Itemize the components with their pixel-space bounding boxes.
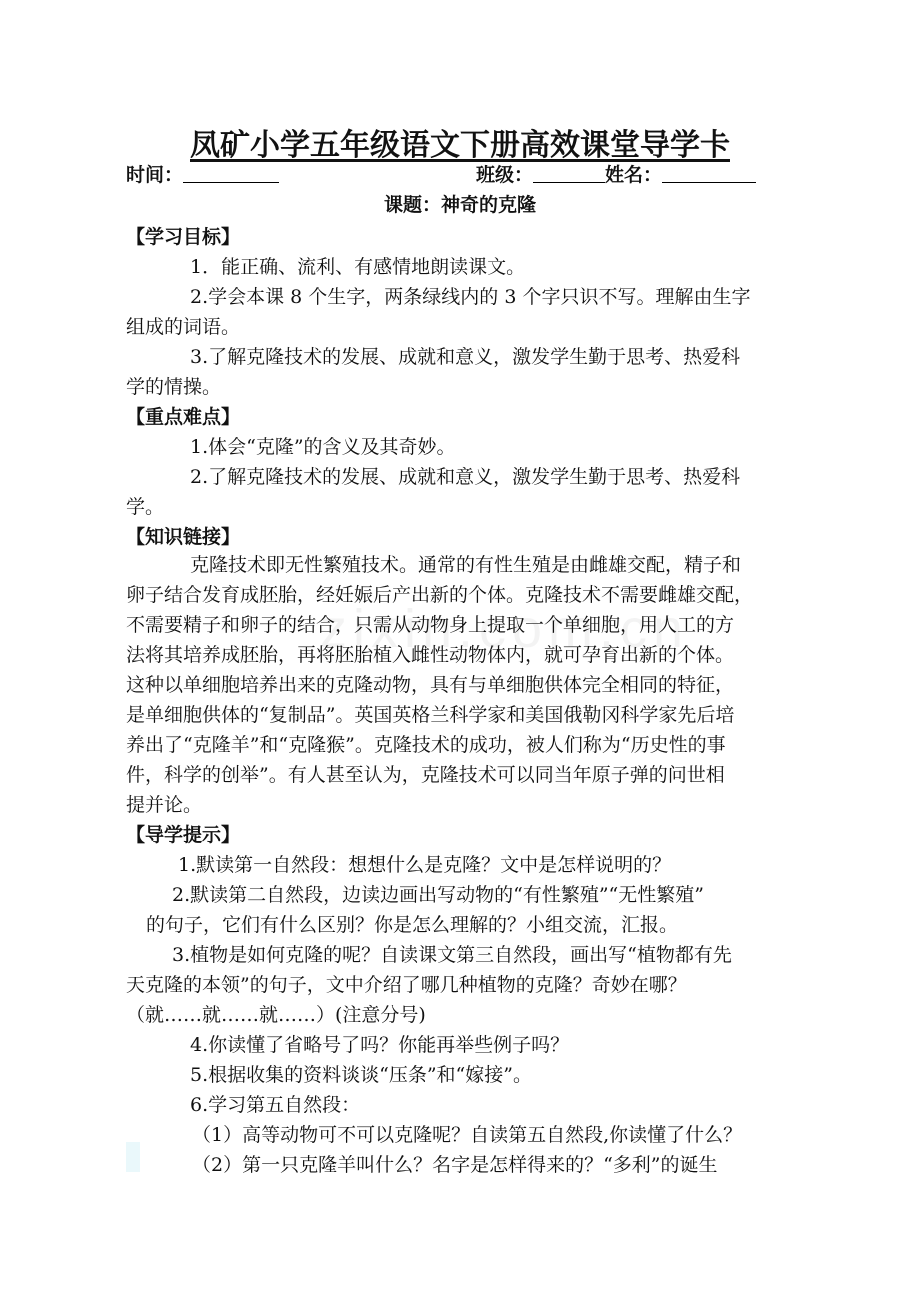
text-line: 1.默读第一自然段：想想什么是克隆？文中是怎样说明的？ [178, 854, 672, 876]
text-line: （2）第一只克隆羊叫什么？名字是怎样得来的？“多利”的诞生 [192, 1154, 718, 1176]
lesson-title: 课题：神奇的克隆 [383, 194, 536, 216]
name-blank[interactable] [662, 181, 756, 183]
section-heading: 【重点难点】 [126, 406, 241, 428]
text-line: 件，科学的创举”。有人甚至认为，克隆技术可以同当年原子弹的问世相 [126, 764, 725, 786]
text-line: 是单细胞供体的“复制品”。英国英格兰科学家和美国俄勒冈科学家先后培 [126, 704, 735, 726]
text-line: 组成的词语。 [126, 316, 241, 338]
text-line: 3.了解克隆技术的发展、成就和意义，激发学生勤于思考、热爱科 [190, 346, 741, 368]
text-line: 6.学习第五自然段： [190, 1094, 361, 1116]
class-label: 班级： [476, 164, 534, 186]
text-line: 卵子结合发育成胚胎，经妊娠后产出新的个体。克隆技术不需要雌雄交配， [126, 584, 754, 606]
time-blank[interactable] [183, 181, 279, 183]
name-label: 姓名： [605, 164, 663, 186]
time-label: 时间： [126, 164, 184, 186]
text-line: 2.了解克隆技术的发展、成就和意义，激发学生勤于思考、热爱科 [190, 466, 741, 488]
text-line: 2.默读第二自然段，边读边画出写动物的“有性繁殖”“无性繁殖” [172, 884, 704, 906]
text-line: 不需要精子和卵子的结合，只需从动物身上提取一个单细胞，用人工的方 [126, 614, 735, 636]
text-line: 5.根据收集的资料谈谈“压条”和“嫁接”。 [190, 1064, 532, 1086]
text-line: 4.你读懂了省略号了吗？你能再举些例子吗？ [190, 1034, 570, 1056]
section-heading: 【知识链接】 [126, 526, 241, 548]
text-line: 天克隆的本领”的句子，文中介绍了哪几种植物的克隆？奇妙在哪？ [126, 974, 687, 996]
class-field [476, 160, 756, 187]
text-line: 2.学会本课 8 个生字，两条绿线内的 3 个字只识不写。理解由生字 [190, 286, 751, 308]
text-line: （就……就……就……）(注意分号) [126, 1004, 426, 1026]
page-title: 凤矿小学五年级语文下册高效课堂导学卡 [190, 128, 730, 163]
text-line: 法将其培养成胚胎，再将胚胎植入雌性动物体内，就可孕育出新的个体。 [126, 644, 735, 666]
section-heading: 【导学提示】 [126, 824, 241, 846]
text-line: 学。 [126, 496, 165, 518]
text-line: 学的情操。 [126, 376, 222, 398]
time-field [126, 160, 279, 187]
text-line: （1）高等动物可不可以克隆呢？自读第五自然段,你读懂了什么？ [192, 1124, 743, 1146]
class-blank[interactable] [533, 181, 605, 183]
text-line: 的句子，它们有什么区别？你是怎么理解的？小组交流，汇报。 [146, 914, 679, 936]
section-heading: 【学习目标】 [126, 226, 241, 248]
text-line: 养出了“克隆羊”和“克隆猴”。克隆技术的成功，被人们称为“历史性的事 [126, 734, 726, 756]
text-line: 1.体会“克隆”的含义及其奇妙。 [190, 436, 456, 458]
text-line: 1．能正确、流利、有感情地朗读课文。 [190, 256, 526, 278]
text-line: 提并论。 [126, 794, 203, 816]
highlight-mark [126, 1142, 140, 1172]
text-line: 这种以单细胞培养出来的克隆动物，具有与单细胞供体完全相同的特征， [126, 674, 735, 696]
text-line: 克隆技术即无性繁殖技术。通常的有性生殖是由雌雄交配，精子和 [190, 554, 742, 576]
text-line: 3.植物是如何克隆的呢？自读课文第三自然段，画出写“植物都有先 [172, 944, 732, 966]
